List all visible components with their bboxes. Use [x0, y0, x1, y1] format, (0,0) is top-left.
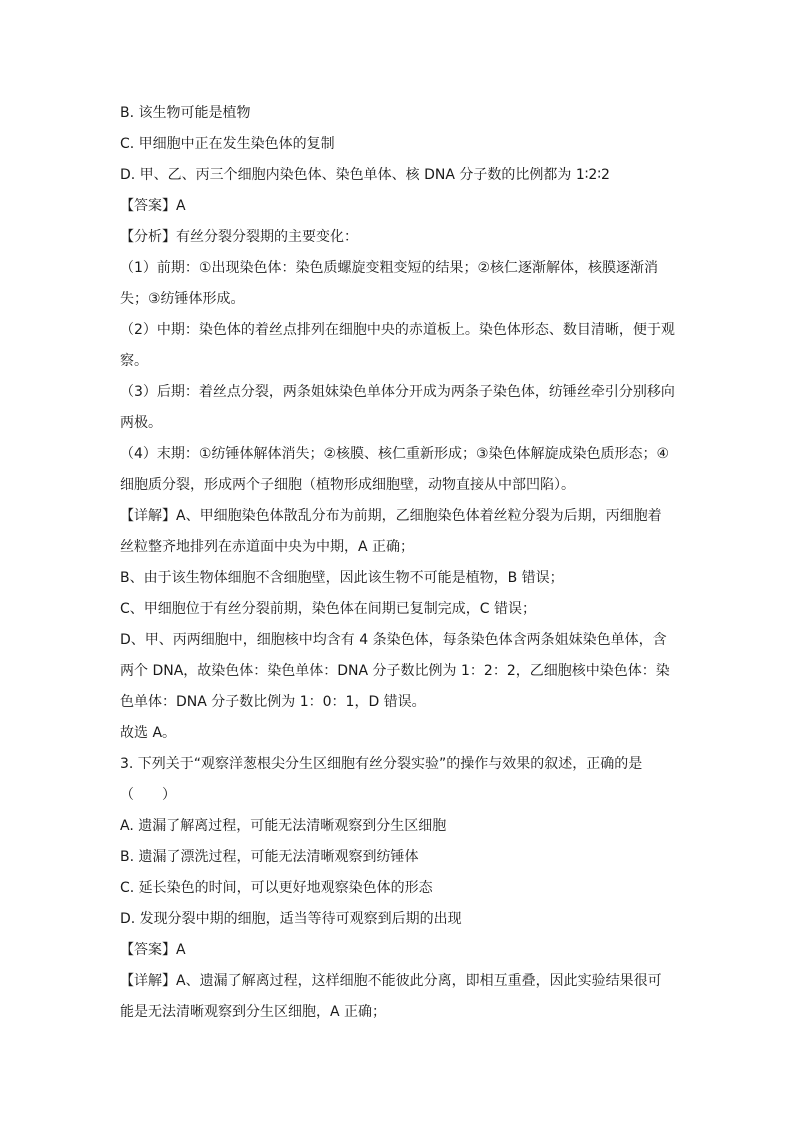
question-3-stem: 3. 下列关于“观察洋葱根尖分生区细胞有丝分裂实验”的操作与效果的叙述，正确的是 [120, 756, 643, 772]
analysis-telophase-line-1: （4）末期：①纺锤体解体消失；②核膜、核仁重新形成；③染色体解旋成染色质形态；④ [120, 446, 670, 462]
analysis-heading: 【分析】有丝分裂分裂期的主要变化： [120, 229, 358, 245]
analysis-metaphase-line-1: （2）中期：染色体的着丝点排列在细胞中央的赤道板上。染色体形态、数目清晰，便于观 [120, 322, 675, 338]
detail-d-line-2: 两个 DNA，故染色体：染色单体：DNA 分子数比例为 1：2：2，乙细胞核中染色体：染 [120, 663, 670, 679]
q3-answer-label: 【答案】A [120, 942, 186, 958]
analysis-metaphase-line-2: 察。 [120, 353, 148, 369]
detail-d-line-3: 色单体：DNA 分子数比例为 1：0：1，D 错误。 [120, 694, 426, 710]
detail-a-line-1: 【详解】A、甲细胞染色体散乱分布为前期，乙细胞染色体着丝粒分裂为后期，丙细胞着 [120, 508, 662, 524]
question-3-blank: （ ） [120, 787, 176, 803]
q3-option-b: B. 遗漏了漂洗过程，可能无法清晰观察到纺锤体 [120, 849, 419, 865]
answer-label: 【答案】A [120, 198, 186, 214]
option-d: D. 甲、乙、丙三个细胞内染色体、染色单体、核 DNA 分子数的比例都为 1∶2∶2 [120, 167, 610, 183]
conclusion: 故选 A。 [120, 725, 177, 741]
q3-option-c: C. 延长染色的时间，可以更好地观察染色体的形态 [120, 880, 433, 896]
analysis-prophase-line-2: 失；③纺锤体形成。 [120, 291, 245, 307]
q3-detail-a-line-1: 【详解】A、遗漏了解离过程，这样细胞不能彼此分离，即相互重叠，因此实验结果很可 [120, 973, 662, 989]
analysis-telophase-line-2: 细胞质分裂，形成两个子细胞（植物形成细胞壁，动物直接从中部凹陷）。 [120, 477, 575, 493]
detail-b: B、由于该生物体细胞不含细胞壁，因此该生物不可能是植物，B 错误； [120, 570, 564, 586]
analysis-prophase-line-1: （1）前期：①出现染色体：染色质螺旋变粗变短的结果；②核仁逐渐解体，核膜逐渐消 [120, 260, 659, 276]
analysis-anaphase-line-2: 两极。 [120, 415, 162, 431]
analysis-anaphase-line-1: （3）后期：着丝点分裂，两条姐妹染色单体分开成为两条子染色体，纺锤丝牵引分别移向 [120, 384, 675, 400]
option-c: C. 甲细胞中正在发生染色体的复制 [120, 136, 335, 152]
detail-d-line-1: D、甲、丙两细胞中，细胞核中均含有 4 条染色体，每条染色体含两条姐妹染色单体，含 [120, 632, 667, 648]
detail-a-line-2: 丝粒整齐地排列在赤道面中央为中期，A 正确； [120, 539, 415, 555]
q3-detail-a-line-2: 能是无法清晰观察到分生区细胞，A 正确； [120, 1004, 387, 1020]
document-page [120, 98, 680, 1028]
q3-option-a: A. 遗漏了解离过程，可能无法清晰观察到分生区细胞 [120, 818, 447, 834]
option-b: B. 该生物可能是植物 [120, 105, 251, 121]
detail-c: C、甲细胞位于有丝分裂前期，染色体在间期已复制完成，C 错误； [120, 601, 536, 617]
q3-option-d: D. 发现分裂中期的细胞，适当等待可观察到后期的出现 [120, 911, 462, 927]
